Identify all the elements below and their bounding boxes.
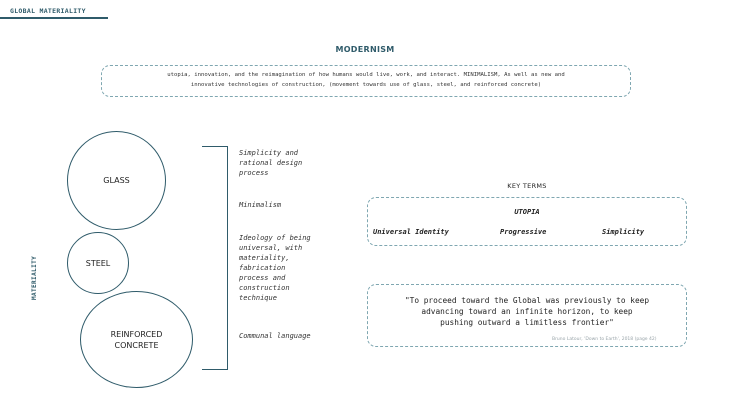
description-line: fabrication	[239, 264, 286, 272]
description-minimalism	[239, 200, 281, 210]
term-progressive: Progressive	[500, 228, 547, 236]
term-universal-identity: Universal Identity	[373, 228, 449, 236]
quote-text	[374, 295, 680, 328]
modernism-line-2: innovative technologies of construction, (movement towards use of glass, steel, and reinforced concrete)	[190, 82, 542, 88]
reinforced-line-1: REINFORCED	[110, 329, 163, 339]
description-line: Minimalism	[239, 201, 282, 209]
reinforced-line-2: CONCRETE	[114, 340, 159, 350]
grouping-bracket	[202, 146, 228, 370]
description-line: construction	[239, 284, 290, 292]
steel-circle	[67, 232, 129, 294]
term-simplicity: Simplicity	[602, 228, 645, 236]
header-underline	[0, 17, 108, 19]
description-simplicity	[239, 148, 302, 178]
description-line: universal, with	[239, 244, 303, 252]
description-line: Communal language	[239, 332, 311, 340]
quote-line-3: pushing outward a limitless frontier"	[440, 318, 614, 327]
description-communal	[239, 331, 311, 341]
modernism-title: MODERNISM	[335, 45, 395, 54]
quote-line-1: "To proceed toward the Global was previously to keep	[404, 296, 650, 305]
description-line: process and	[239, 274, 286, 282]
key-terms-heading: UTOPIA	[514, 208, 540, 216]
materiality-label: MATERIALITY	[31, 255, 38, 300]
glass-label: GLASS	[103, 176, 130, 185]
key-terms-box	[367, 197, 687, 246]
steel-label: STEEL	[85, 258, 111, 268]
description-line: Simplicity and	[239, 149, 299, 157]
modernism-description	[110, 70, 622, 90]
key-terms-title: KEY TERMS	[507, 182, 547, 190]
reinforced-concrete-circle	[80, 291, 193, 388]
modernism-line-1: utopia, innovation, and the reimagination of how humans would live, work, and interact. MINIMALISM, As well as new and	[167, 72, 565, 78]
description-line: process	[239, 169, 269, 177]
glass-circle	[67, 131, 166, 230]
reinforced-concrete-label	[111, 329, 163, 351]
quote-line-2: advancing toward an infinite horizon, to keep	[421, 307, 633, 316]
description-line: technique	[239, 294, 277, 302]
description-line: Ideology of being	[239, 234, 311, 242]
description-ideology	[239, 233, 311, 303]
description-line: materiality,	[239, 254, 290, 262]
description-line: rational design	[239, 159, 303, 167]
page-header-title: GLOBAL MATERIALITY	[10, 7, 86, 15]
quote-citation: Bruno Latour, 'Down to Earth', 2018 (page 42)	[552, 337, 657, 342]
